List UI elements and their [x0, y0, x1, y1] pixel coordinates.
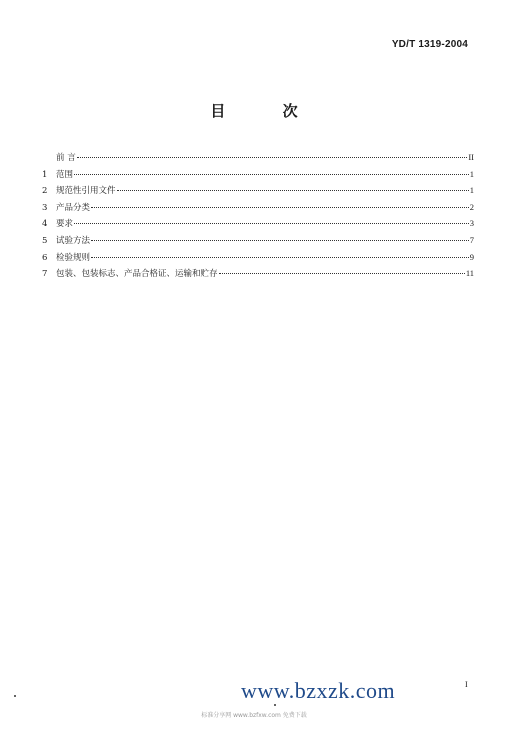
leader-dots	[219, 273, 465, 274]
toc-entry-page: 11	[465, 268, 474, 279]
leader-dots	[117, 190, 469, 191]
toc-entry-label: 包装、包装标志、产品合格证、运输和贮存	[56, 269, 218, 280]
toc-entry-label: 范围	[56, 169, 74, 180]
leader-dots	[74, 223, 469, 224]
toc-entry-label: 前 言	[56, 153, 76, 163]
toc-entry-packaging[interactable]	[42, 265, 474, 282]
toc-entry-classification[interactable]	[42, 199, 474, 216]
toc-entry-normative-references[interactable]	[42, 182, 474, 199]
toc-entry-number: 5	[42, 235, 48, 246]
page-number: I	[465, 680, 468, 689]
toc-entry-number: 6	[42, 252, 48, 263]
toc-entry-page: 1	[469, 168, 474, 179]
toc-entry-label: 规范性引用文件	[56, 186, 116, 197]
scan-speck	[14, 695, 16, 697]
watermark-url[interactable]: www.bzxzk.com	[241, 678, 396, 703]
toc-entry-page: 9	[469, 251, 474, 262]
toc-entry-scope[interactable]	[42, 166, 474, 183]
page-title: 目 次	[210, 102, 324, 120]
toc-entry-page: 2	[469, 201, 474, 212]
toc-entry-number: 1	[42, 169, 48, 180]
toc-entry-page: II	[468, 152, 474, 162]
toc-entry-label: 试验方法	[56, 235, 91, 246]
leader-dots	[77, 157, 468, 158]
standard-code: YD/T 1319-2004	[391, 39, 468, 50]
toc-entry-requirements[interactable]	[42, 215, 474, 232]
leader-dots	[74, 174, 469, 175]
toc-entry-page: 7	[469, 234, 474, 245]
toc-entry-test-methods[interactable]	[42, 232, 474, 249]
leader-dots	[91, 240, 469, 241]
toc-entry-number: 7	[42, 269, 48, 280]
toc-entry-foreword[interactable]	[42, 149, 474, 166]
toc-entry-number: 3	[42, 202, 48, 213]
leader-dots	[91, 257, 469, 258]
scan-speck	[274, 704, 276, 706]
table-of-contents	[42, 149, 474, 282]
toc-entry-label: 产品分类	[56, 202, 91, 213]
toc-entry-inspection-rules[interactable]	[42, 249, 474, 266]
footer-note: 标准分享网 www.bzfxw.com 免费下载	[201, 712, 307, 719]
toc-entry-number: 4	[42, 219, 48, 230]
toc-entry-page: 3	[469, 218, 474, 229]
leader-dots	[91, 207, 469, 208]
toc-entry-page: 1	[469, 185, 474, 196]
toc-entry-label: 要求	[56, 219, 74, 230]
toc-entry-number: 2	[42, 186, 48, 197]
toc-entry-label: 检验规则	[56, 252, 91, 263]
